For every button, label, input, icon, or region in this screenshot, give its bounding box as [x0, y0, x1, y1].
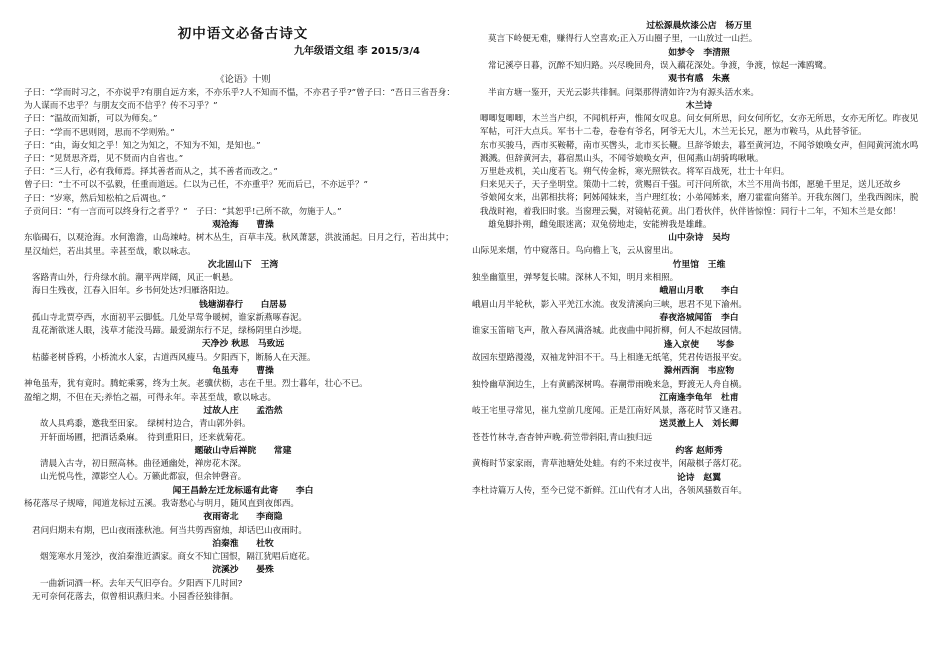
poem-text: 雄兔脚扑朔，雌兔眼迷离；双兔傍地走，安能辨我是雄雌。: [488, 219, 712, 230]
poem-text: 清晨入古寺，初日照高林。曲径通幽处，禅房花木深。: [40, 459, 247, 470]
poem-title: 江南逢李龟年 杜甫: [659, 392, 739, 403]
poem-text: 子曰：“由，诲女知之乎！知之为知之，不知为不知，是知也。”: [24, 140, 261, 151]
poem-text: 乱花渐欲迷人眼，浅草才能没马蹄。最爱湖东行不足，绿杨阴里白沙堤。: [32, 326, 308, 337]
poem-text: 半亩方塘一鉴开，天光云影共徘徊。问渠那得清如许?为有源头活水来。: [488, 87, 760, 98]
poem-title: 如梦令 李清照: [668, 47, 730, 58]
document-title: 初中语文必备古诗文: [177, 26, 309, 42]
poem-text: 盈缩之期，不但在天;养怡之福，可得永年。幸甚至哉，歌以咏志。: [24, 392, 277, 403]
poem-text: 杨花落尽子规啼，闻道龙标过五溪。我寄愁心与明月，随风直到夜郎西。: [24, 498, 300, 509]
poem-title: 夜雨寄北 李商隐: [203, 512, 283, 523]
poem-text: 故人具鸡黍，邀我至田家。 绿树村边合，青山郭外斜。: [40, 419, 251, 430]
poem-text: 山际见来烟，竹中窥落日。鸟向檐上飞，云从窗里出。: [472, 246, 679, 257]
poem-text: 唧唧复唧唧，木兰当户织，不闻机杼声，惟闻女叹息。问女何所思，问女何所忆，女亦无所思，女亦无所忆。昨夜见军帖，可汗大点兵。军书十二卷，卷卷有爷名，阿爷无大儿，木兰无长兄，愿为市鞍马，从此替爷征。: [480, 114, 919, 138]
document-byline: 九年级语文组 李 2015/3/4: [293, 46, 420, 57]
poem-text: 子曰：“岁寒，然后知松柏之后凋也。”: [24, 193, 166, 204]
poem-text: 烟笼寒水月笼沙，夜泊秦淮近酒家。商女不知亡国恨，隔江犹唱后庭花。: [40, 552, 316, 563]
poem-text: 岐王宅里寻常见，崔九堂前几度闻。正是江南好风景，落花时节又逢君。: [472, 406, 748, 417]
poem-title: 过故人庄 孟浩然: [203, 405, 283, 416]
poem-text: 谁家玉笛暗飞声，散入春风满洛城。此夜曲中闻折柳，何人不起故园情。: [472, 326, 748, 337]
poem-title: 山中杂诗 吴均: [668, 233, 730, 244]
poem-text: 曾子曰：“士不可以不弘毅，任重而道远。仁以为己任，不亦重乎？死而后已，不亦远乎？”: [24, 180, 368, 191]
poem-text: 李杜诗篇万人传，至今已觉不新鲜。江山代有才人出，各领风骚数百年。: [472, 485, 748, 496]
poem-title: 约客 赵师秀: [675, 445, 723, 456]
left-column: [24, 20, 462, 604]
poem-title: 观沧海 曹操: [212, 220, 274, 231]
poem-title: 峨眉山月歌 李白: [659, 286, 739, 297]
poem-title: 龟虽寿 曹操: [212, 366, 274, 377]
poem-text: 子贡问曰：“有一言而可以终身行之者乎？” 子曰：“其恕乎!己所不欲，勿施于人。”: [24, 206, 342, 217]
poem-text: 孤山寺北贾亭西，水面初平云脚低。几处早莺争暖树，谁家新燕啄春泥。: [32, 313, 308, 324]
poem-text: 海日生残夜，江春入旧年。乡书何处达?归雁洛阳边。: [32, 286, 235, 297]
poem-text: 无可奈何花落去，似曾相识燕归来。小园香径独徘徊。: [32, 591, 239, 602]
poem-text: 万里赴戎机，关山度若飞。朔气传金柝，寒光照铁衣。将军百战死，壮士十年归。: [480, 167, 790, 178]
poem-text: 东市买骏马，西市买鞍鞯，南市买辔头，北市买长鞭。旦辞爷娘去，暮至黄河边，不闻爷娘唤女声，但闻黄河流水鸣溅溅。但辞黄河去，暮宿黑山头，不闻爷娘唤女声，但闻燕山胡骑鸣啾啾。: [480, 140, 919, 164]
poem-text: 神龟虽寿，犹有竟时。腾蛇乘雾，终为土灰。老骥伏枥，志在千里。烈士暮年，壮心不已。: [24, 379, 368, 390]
poem-text: 归来见天子，天子坐明堂。策勋十二转，赏赐百千强。可汗问所欲，木兰不用尚书郎，愿驰千里足，送儿还故乡: [480, 180, 902, 191]
poem-title: 过松源晨炊漆公店 杨万里: [646, 21, 752, 31]
poem-text: 常记溪亭日暮，沉醉不知归路。兴尽晚回舟，误入藕花深处。争渡，争渡，惊起一滩鸥鹭。: [488, 61, 832, 72]
poem-title: 木兰诗: [685, 100, 713, 111]
poem-text: 枯藤老树昏鸦，小桥流水人家，古道西风瘦马。夕阳西下，断肠人在天涯。: [32, 352, 316, 363]
poem-title: 论诗 赵翼: [677, 472, 721, 483]
poem-title: 观书有感 朱熹: [668, 74, 730, 85]
poem-text: 黄梅时节家家雨，青草池塘处处蛙。有约不来过夜半，闲敲棋子落灯花。: [472, 459, 748, 470]
poem-text: 独坐幽篁里，弹琴复长啸。深林人不知，明月来相照。: [472, 273, 679, 284]
poem-title: 次北固山下 王湾: [207, 259, 279, 270]
poem-title: 滁州西涧 韦应物: [663, 366, 735, 377]
section-heading: 《论语》十则: [215, 74, 271, 85]
poem-text: 开轩面场圃，把酒话桑麻。 待到重阳日，还来就菊花。: [40, 432, 251, 443]
poem-text: 苍苍竹林寺,杳杳钟声晚.荷笠带斜阳,青山独归远: [472, 432, 653, 443]
poem-title: 送灵澈上人 刘长卿: [659, 419, 739, 430]
poem-text: 莫言下岭便无难，赚得行人空喜欢;正入万山圈子里，一山放过一山拦。: [488, 34, 758, 45]
poem-text: 独怜幽草涧边生，上有黄鹂深树鸣。春潮带雨晚来急，野渡无人舟自横。: [472, 379, 748, 390]
poem-title: 题破山寺后禅院 常建: [194, 445, 292, 456]
poem-text: 子曰：“学而不思则罔，思而不学则殆。”: [24, 127, 175, 138]
poem-title: 春夜洛城闻笛 李白: [659, 312, 739, 323]
poem-text: 子曰：“三人行，必有我师焉。择其善者而从之，其不善者而改之。”: [24, 167, 278, 178]
poem-text: 君问归期未有期，巴山夜雨涨秋池。何当共剪西窗烛，却话巴山夜雨时。: [32, 525, 308, 536]
poem-text: 客路青山外，行舟绿水前。潮平两岸阔，风正一帆悬。: [32, 273, 239, 284]
poem-text: 子曰：“见贤思齐焉，见不贤而内自省也。”: [24, 154, 184, 165]
poem-title: 泊秦淮 杜牧: [212, 538, 274, 549]
poem-title: 竹里馆 王维: [672, 259, 726, 270]
poem-title: 天净沙 秋思 马致远: [201, 339, 285, 350]
poem-title: 逢入京使 岑参: [663, 339, 735, 350]
poem-text: 子曰：“温故而知新，可以为师矣。”: [24, 114, 158, 125]
poem-text: 山光悦鸟性，潭影空人心。万籁此都寂，但余钟磬音。: [40, 472, 247, 483]
poem-text: 一曲新词酒一杯。去年天气旧亭台。夕阳西下几时回?: [40, 578, 243, 589]
poem-text: 故园东望路漫漫，双袖龙钟泪不干。马上相逢无纸笔，凭君传语报平安。: [472, 352, 748, 363]
poem-title: 浣溪沙 晏殊: [212, 565, 274, 576]
poem-text: 爷娘闻女来，出郭相扶将；阿姊闻妹来，当户理红妆；小弟闻姊来，磨刀霍霍向猪羊。开我东阁门，坐我西阁床，脱我战时袍，着我旧时裳。当窗理云鬓，对镜帖花黄。出门看伙伴，伙伴皆惊惶：同行十二年，不知木兰是女郎！: [480, 193, 919, 217]
poem-title: 钱塘湖春行 白居易: [199, 299, 287, 310]
poem-text: 东临碣石，以观沧海。水何澹澹，山岛竦峙。树木丛生，百草丰茂。秋风萧瑟，洪波涌起。日月之行，若出其中；星汉灿烂，若出其里。幸甚至哉，歌以咏志。: [24, 233, 454, 257]
poem-text: 峨眉山月半轮秋，影入平羌江水流。夜发清溪向三峡，思君不见下渝州。: [472, 299, 748, 310]
poem-title: 闻王昌龄左迁龙标遥有此寄 李白: [172, 485, 314, 496]
right-column: [472, 20, 926, 498]
poem-text: 子曰：“学而时习之，不亦说乎?有朋自远方来，不亦乐乎?人不知而不愠，不亦君子乎?”曾子曰：“吾日三省吾身：为人谋而不忠乎？与朋友交而不信乎？传不习乎？”: [24, 88, 455, 112]
